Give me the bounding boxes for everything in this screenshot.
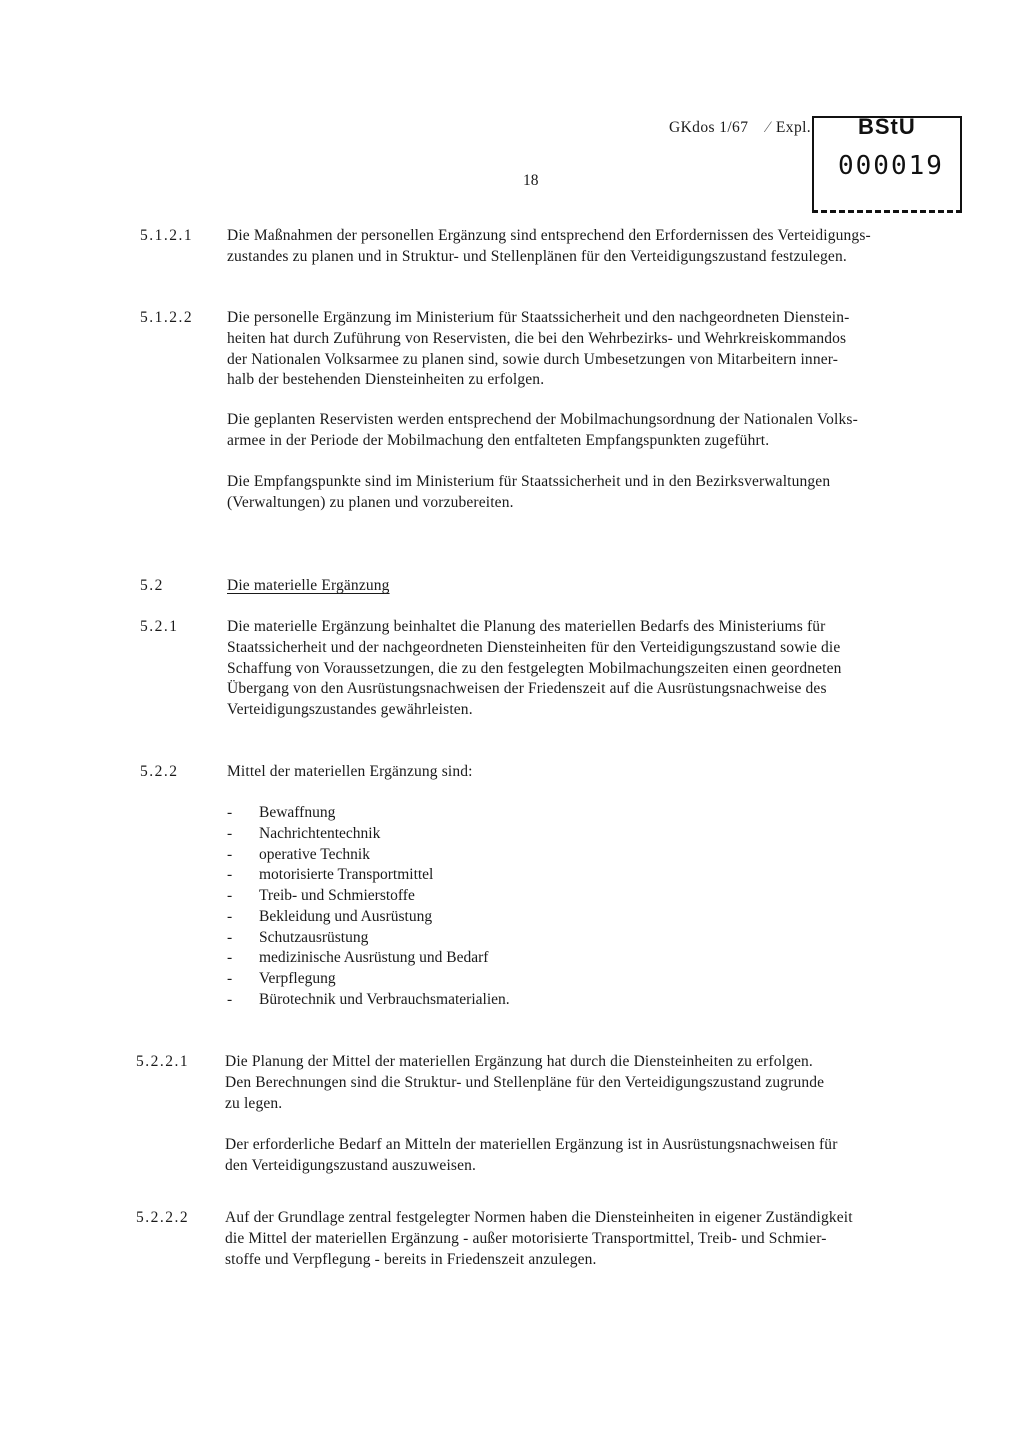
section-number: 5.2.2.1: [136, 1053, 190, 1070]
paragraph-line: zustandes zu planen und in Struktur- und Stellenplänen für den Verteidigungszustand festzulegen.: [227, 247, 847, 265]
list-item-text: medizinische Ausrüstung und Bedarf: [259, 949, 489, 966]
paragraph: [225, 1052, 824, 1114]
list-bullet: -: [227, 804, 233, 821]
paragraph: [227, 226, 871, 268]
paragraph-line: halb der bestehenden Diensteinheiten zu erfolgen.: [227, 371, 545, 389]
list-item-text: Verpflegung: [259, 970, 336, 987]
list-item-text: operative Technik: [259, 846, 370, 863]
paragraph-line: Die geplanten Reservisten werden entsprechend der Mobilmachungsordnung der Nationalen Volks-: [227, 411, 858, 428]
paragraph-line: Der erforderliche Bedarf an Mitteln der materiellen Ergänzung ist in Ausrüstungsnachweisen für: [225, 1136, 838, 1153]
copy-number-mark: ⁄: [766, 119, 770, 136]
list-bullet: -: [227, 887, 233, 904]
paragraph-line: Schaffung von Voraussetzungen, die zu den festgelegten Mobilmachungszeiten einen geordneten: [227, 659, 842, 677]
paragraph-line: Übergang von den Ausrüstungsnachweisen der Friedenszeit auf die Ausrüstungsnachweise des: [227, 680, 827, 698]
section-number: 5.2.2: [140, 763, 179, 780]
paragraph: [227, 762, 473, 783]
paragraph-line: Die materielle Ergänzung beinhaltet die Planung des materiellen Bedarfs des Ministeriums für: [227, 618, 826, 635]
list-bullet: -: [227, 825, 233, 842]
section-number: 5.1.2.2: [140, 309, 194, 326]
section-heading: Die materielle Ergänzung: [227, 577, 390, 594]
stamp-logo: BStU: [858, 114, 916, 139]
list-bullet: -: [227, 970, 233, 987]
paragraph: [225, 1135, 838, 1177]
list-item-text: Treib- und Schmierstoffe: [259, 887, 415, 904]
paragraph-line: armee in der Periode der Mobilmachung den entfalteten Empfangspunkten zugeführt.: [227, 431, 770, 449]
paragraph-line: Die Planung der Mittel der materiellen Ergänzung hat durch die Diensteinheiten zu erfolgen.: [225, 1053, 813, 1070]
paragraph-line: der Nationalen Volksarmee zu planen sind, sowie durch Umbesetzungen von Mitarbeitern inner-: [227, 350, 839, 368]
list-bullet: -: [227, 949, 233, 966]
paragraph: [227, 308, 849, 391]
document-reference: [669, 119, 811, 137]
paragraph-line: zu legen.: [225, 1094, 283, 1112]
paragraph-line: Die Empfangspunkte sind im Ministerium für Staatssicherheit und in den Bezirksverwaltungen: [227, 473, 831, 490]
paragraph: [225, 1208, 853, 1270]
list-item-text: Bürotechnik und Verbrauchsmaterialien.: [259, 991, 510, 1008]
section-number: 5.2.1: [140, 618, 179, 635]
list-bullet: -: [227, 846, 233, 863]
paragraph-line: Staatssicherheit und der nachgeordneten Diensteinheiten für den Verteidigungszustand sowie die: [227, 638, 841, 656]
list-bullet: -: [227, 991, 233, 1008]
list-bullet: -: [227, 929, 233, 946]
paragraph-line: Auf der Grundlage zentral festgelegter Normen haben die Diensteinheiten in eigener Zuständigkeit: [225, 1209, 853, 1226]
paragraph-line: Mittel der materiellen Ergänzung sind:: [227, 763, 473, 780]
archive-stamp-dashed-edge: [812, 210, 962, 213]
list-bullet: -: [227, 866, 233, 883]
paragraph-line: den Verteidigungszustand auszuweisen.: [225, 1156, 477, 1174]
list-item-text: motorisierte Transportmittel: [259, 866, 434, 883]
paragraph-line: stoffe und Verpflegung - bereits in Friedenszeit anzulegen.: [225, 1250, 597, 1268]
section-number: 5.1.2.1: [140, 227, 194, 244]
paragraph-line: Die personelle Ergänzung im Ministerium für Staatssicherheit und den nachgeordneten Dienstein-: [227, 309, 850, 326]
list-item-text: Bekleidung und Ausrüstung: [259, 908, 433, 925]
paragraph-line: die Mittel der materiellen Ergänzung - außer motorisierte Transportmittel, Treib- und Schmier-: [225, 1229, 827, 1247]
paragraph-line: heiten hat durch Zuführung von Reservisten, die bei den Wehrbezirks- und Wehrkreiskommandos: [227, 329, 847, 347]
paragraph: [227, 617, 842, 721]
list-item-text: Bewaffnung: [259, 804, 336, 821]
section-number: 5.2: [140, 577, 164, 594]
section-number: 5.2.2.2: [136, 1209, 190, 1226]
page-number: 18: [523, 172, 539, 189]
paragraph: [227, 410, 858, 452]
paragraph: [227, 472, 830, 514]
list-bullet: -: [227, 908, 233, 925]
list-item-text: Nachrichtentechnik: [259, 825, 381, 842]
paragraph-line: Verteidigungszustandes gewährleisten.: [227, 701, 473, 719]
list-item-text: Schutzausrüstung: [259, 929, 369, 946]
paragraph-line: (Verwaltungen) zu planen und vorzubereiten.: [227, 493, 514, 511]
copy-label: Expl.: [775, 119, 812, 136]
paragraph-line: Den Berechnungen sind die Struktur- und Stellenpläne für den Verteidigungszustand zugrunde: [225, 1073, 825, 1091]
stamp-number: 000019: [838, 151, 944, 181]
paragraph-line: Die Maßnahmen der personellen Ergänzung sind entsprechend den Erfordernissen des Verteidigungs-: [227, 227, 871, 244]
classification-reference: GKdos 1/67: [669, 119, 749, 136]
